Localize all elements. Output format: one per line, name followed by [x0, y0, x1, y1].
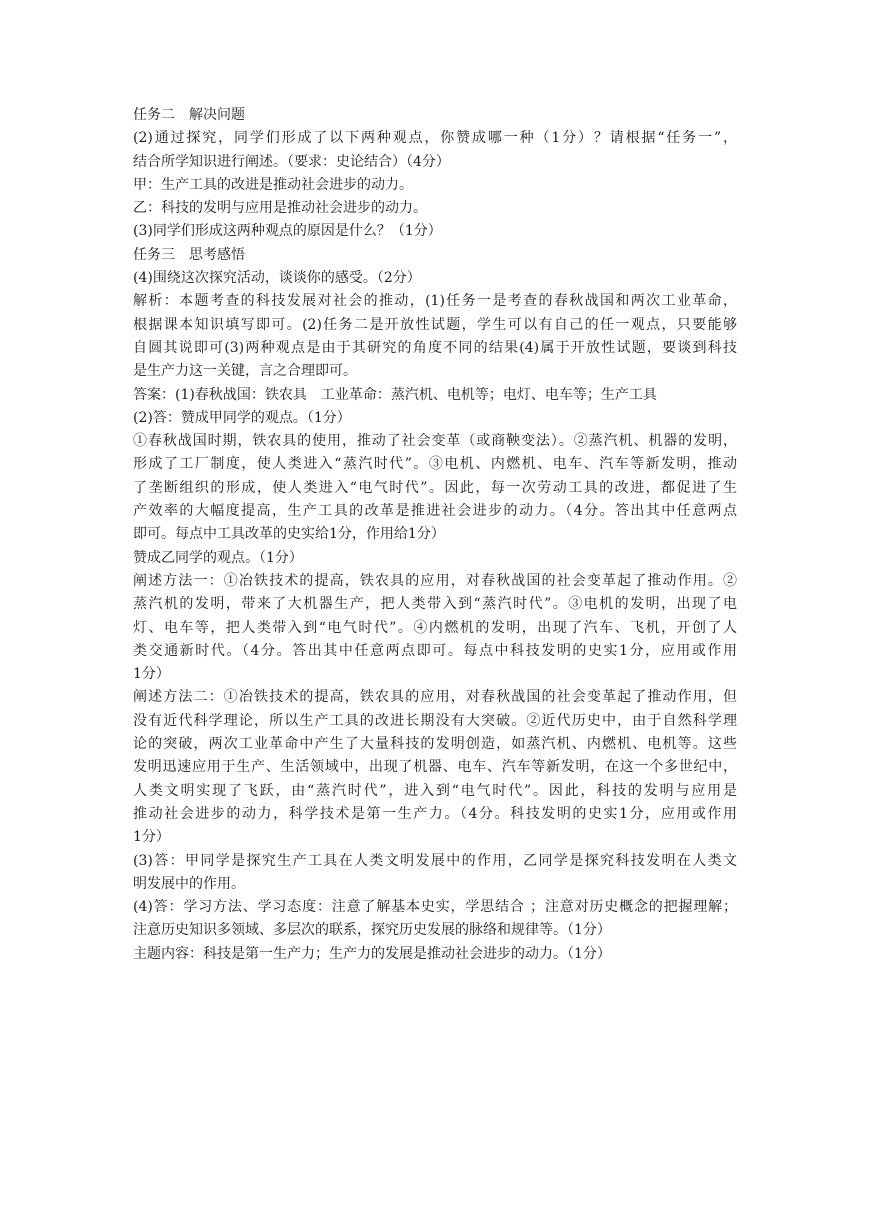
- question-2-line-2: 结合所学知识进行阐述。（要求：史论结合）（4分）: [133, 153, 450, 170]
- analysis-line-2: 根据课本知识填写即可。(2)任务二是开放性试题，学生可以有自己的任一观点，只要能够: [133, 316, 737, 333]
- method-one-line-5: 1分）: [133, 666, 170, 683]
- question-2-line-1: (2)通过探究，同学们形成了以下两种观点，你赞成哪一种（1分）？请根据“任务一”，: [133, 130, 737, 147]
- answer-2-a-line-1: ①春秋战国时期，铁农具的使用，推动了社会变革（或商鞅变法）。②蒸汽机、机器的发明，: [133, 433, 737, 450]
- analysis-line-3: 自圆其说即可(3)两种观点是由于其研究的角度不同的结果(4)属于开放性试题，要谈到科技: [133, 339, 737, 356]
- answer-2-a-line-5: 即可。每点中工具改革的史实给1分，作用给1分）: [133, 526, 445, 543]
- method-two-line-1: 阐述方法二：①冶铁技术的提高，铁农具的应用，对春秋战国的社会变革起了推动作用，但: [133, 689, 737, 706]
- answer-2-a-line-4: 产效率的大幅度提高，生产工具的改革是推进社会进步的动力。（4分。答出其中任意两点: [133, 503, 737, 520]
- theme-content: 主题内容：科技是第一生产力；生产力的发展是推动社会进步的动力。（1分）: [133, 945, 611, 962]
- task-three-heading: 任务三 思考感悟: [133, 246, 245, 263]
- task-two-heading: 任务二 解决问题: [133, 107, 245, 123]
- question-4: (4)围绕这次探究活动，谈谈你的感受。（2分）: [133, 270, 421, 287]
- answer-2-a-line-3: 了垄断组织的形成，使人类进入“电气时代”。因此，每一次劳动工具的改进，都促进了生: [133, 479, 737, 496]
- answer-2-a-line-2: 形成了工厂制度，使人类进入“蒸汽时代”。③电机、内燃机、电车、汽车等新发明，推动: [133, 456, 737, 473]
- method-two-line-2: 没有近代科学理论，所以生产工具的改进长期没有大突破。②近代历史中，由于自然科学理: [133, 712, 737, 729]
- method-two-line-7: 1分）: [133, 829, 170, 846]
- method-one-line-3: 灯、电车等，把人类带入到“电气时代”。④内燃机的发明，出现了汽车、飞机，开创了人: [133, 619, 737, 636]
- answer-1: 答案：(1)春秋战国：铁农具 工业革命：蒸汽机、电机等；电灯、电车等；生产工具: [133, 386, 657, 403]
- analysis-line-4: 是生产力这一关键，言之合理即可。: [133, 363, 357, 380]
- method-two-line-5: 人类文明实现了飞跃，由“蒸汽时代”，进入到“电气时代”。因此，科技的发明与应用是: [133, 782, 737, 799]
- analysis-line-1: 解析：本题考查的科技发展对社会的推动，(1)任务一是考查的春秋战国和两次工业革命，: [133, 293, 737, 310]
- answer-2-intro: (2)答：赞成甲同学的观点。（1分）: [133, 409, 351, 426]
- method-two-line-6: 推动社会进步的动力，科学技术是第一生产力。（4分。科技发明的史实1分，应用或作用: [133, 805, 737, 822]
- method-one-line-4: 类交通新时代。（4分。答出其中任意两点即可。每点中科技发明的史实1分，应用或作用: [133, 642, 737, 659]
- method-two-line-3: 论的突破，两次工业革命中产生了大量科技的发明创造，如蒸汽机、内燃机、电机等。这些: [133, 736, 737, 753]
- answer-4-line-1: (4)答：学习方法、学习态度：注意了解基本史实，学思结合 ；注意对历史概念的把握理解；: [133, 899, 737, 916]
- viewpoint-b: 乙：科技的发明与应用是推动社会进步的动力。: [133, 200, 427, 217]
- answer-3-line-1: (3)答：甲同学是探究生产工具在人类文明发展中的作用，乙同学是探究科技发明在人类文: [133, 852, 737, 869]
- viewpoint-a: 甲：生产工具的改进是推动社会进步的动力。: [133, 176, 413, 193]
- method-two-line-4: 发明迅速应用于生产、生活领域中，出现了机器、电车、汽车等新发明，在这一个多世纪中，: [133, 759, 737, 776]
- answer-2-b-intro: 赞成乙同学的观点。（1分）: [133, 549, 303, 566]
- answer-4-line-2: 注意历史知识多领域、多层次的联系，探究历史发展的脉络和规律等。（1分）: [133, 922, 611, 939]
- question-3: (3)同学们形成这两种观点的原因是什么？（1分）: [133, 223, 442, 240]
- document-body: [133, 104, 737, 966]
- method-one-line-2: 蒸汽机的发明，带来了大机器生产，把人类带入到“蒸汽时代”。③电机的发明，出现了电: [133, 596, 737, 613]
- method-one-line-1: 阐述方法一：①冶铁技术的提高，铁农具的应用，对春秋战国的社会变革起了推动作用。②: [133, 572, 737, 589]
- answer-3-line-2: 明发展中的作用。: [133, 875, 245, 892]
